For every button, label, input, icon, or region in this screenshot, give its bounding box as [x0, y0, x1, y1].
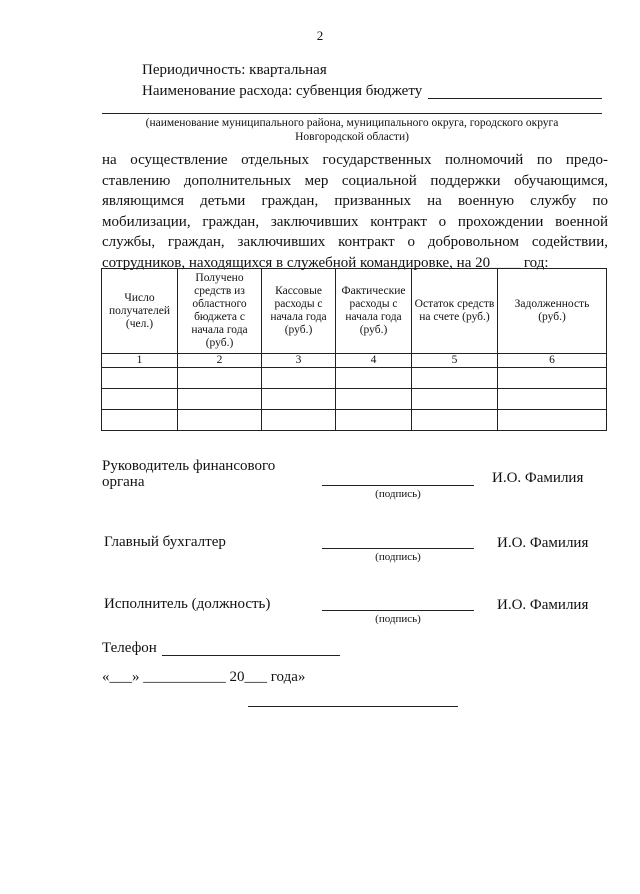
- periodicity-line: Периодичность: квартальная: [142, 62, 327, 78]
- bottom-signature-line: [248, 706, 458, 707]
- column-number: 3: [262, 354, 336, 368]
- table-cell[interactable]: [336, 410, 412, 431]
- expense-name-blank: [428, 98, 602, 99]
- header-recipients: Число получателей (чел.): [102, 269, 178, 354]
- municipality-caption-line1: (наименование муниципального района, муниципального округа, городского округа: [145, 117, 559, 129]
- table-number-row: [102, 354, 607, 368]
- table-cell[interactable]: [498, 368, 607, 389]
- executor-signature-caption: (подпись): [375, 613, 421, 625]
- purpose-paragraph: [102, 150, 608, 273]
- municipality-caption: [102, 116, 602, 144]
- table-cell[interactable]: [498, 410, 607, 431]
- table-cell[interactable]: [498, 389, 607, 410]
- table-row: [102, 410, 607, 431]
- accountant-signature-line[interactable]: [322, 548, 474, 549]
- head-name: И.О. Фамилия: [492, 470, 584, 486]
- table-cell[interactable]: [412, 410, 498, 431]
- column-number: 4: [336, 354, 412, 368]
- phone-label: Телефон: [102, 640, 157, 656]
- table-cell[interactable]: [336, 368, 412, 389]
- head-label-line1: Руководитель финансового: [102, 458, 276, 474]
- purpose-line: на осуществление отдельных государственных полномочий по предо-: [102, 152, 608, 168]
- phone-blank[interactable]: [162, 655, 340, 656]
- date-line: «___» ___________ 20___ года»: [102, 669, 306, 685]
- table-cell[interactable]: [262, 368, 336, 389]
- header-actual-expenses: Фактические расходы с начала года (руб.): [336, 269, 412, 354]
- head-signature-caption: (подпись): [375, 488, 421, 500]
- column-number: 2: [178, 354, 262, 368]
- table-cell[interactable]: [412, 389, 498, 410]
- accountant-name: И.О. Фамилия: [497, 535, 589, 551]
- head-signature-line[interactable]: [322, 485, 474, 486]
- table-cell[interactable]: [336, 389, 412, 410]
- accountant-signature-caption: (подпись): [375, 551, 421, 563]
- page-number: 2: [316, 28, 324, 43]
- table-row: [102, 368, 607, 389]
- table-cell[interactable]: [412, 368, 498, 389]
- executor-name: И.О. Фамилия: [497, 597, 589, 613]
- column-number: 6: [498, 354, 607, 368]
- header-received: Получено средств из областного бюджета с начала года (руб.): [178, 269, 262, 354]
- executor-signature-line[interactable]: [322, 610, 474, 611]
- report-table: [101, 268, 607, 431]
- executor-label: Исполнитель (должность): [104, 596, 271, 612]
- table-row: [102, 389, 607, 410]
- table-cell[interactable]: [178, 410, 262, 431]
- head-label-line2: органа: [102, 474, 145, 490]
- table-cell[interactable]: [262, 410, 336, 431]
- table-cell[interactable]: [262, 389, 336, 410]
- municipality-caption-line2: Новгородской области): [295, 131, 409, 143]
- table-header-row: [102, 269, 607, 354]
- header-balance: Остаток средств на счете (руб.): [412, 269, 498, 354]
- column-number: 1: [102, 354, 178, 368]
- purpose-line: ставлению дополнительных мер социальной поддержки обучающимся,: [102, 172, 608, 189]
- table-cell[interactable]: [102, 410, 178, 431]
- purpose-line: мобилизации, граждан, заключивших контракт о прохождении военной: [102, 213, 608, 230]
- table-cell[interactable]: [102, 368, 178, 389]
- column-number: 5: [412, 354, 498, 368]
- accountant-label: Главный бухгалтер: [104, 534, 226, 550]
- table-cell[interactable]: [178, 368, 262, 389]
- expense-name-label: Наименование расхода: субвенция бюджету: [142, 83, 423, 99]
- head-label: [102, 458, 275, 490]
- table-cell[interactable]: [178, 389, 262, 410]
- purpose-line: являющимся детьми граждан, призванных на военную службу по: [102, 193, 608, 209]
- municipality-blank: [102, 113, 602, 114]
- table-cell[interactable]: [102, 389, 178, 410]
- header-debt: Задолженность (руб.): [498, 269, 607, 354]
- purpose-line: сотрудников, находящихся в служебной командировке, на 20____ год:: [102, 254, 549, 271]
- header-cash-expenses: Кассовые расходы с начала года (руб.): [262, 269, 336, 354]
- purpose-line: службы, граждан, заключивших контракт о добровольном содействии,: [102, 234, 608, 250]
